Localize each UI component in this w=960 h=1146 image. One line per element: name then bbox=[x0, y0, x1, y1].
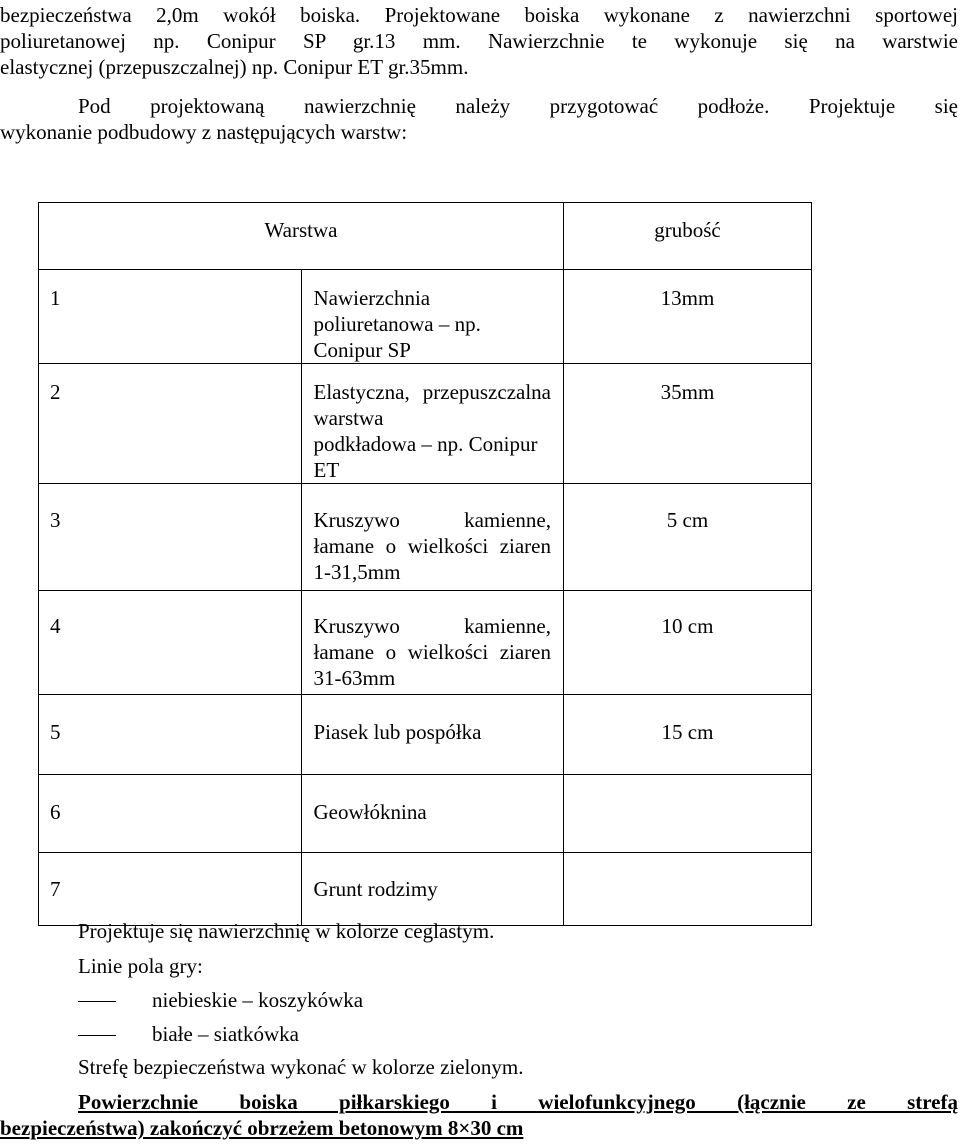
color-line: Projektuje się nawierzchnię w kolorze ceglastym. bbox=[78, 919, 495, 943]
header-thickness: grubość bbox=[654, 218, 721, 242]
table-row bbox=[39, 364, 812, 484]
row-thickness: 15 cm bbox=[661, 720, 714, 744]
row-thickness bbox=[564, 775, 811, 799]
intro-line-4: Pod projektowaną nawierzchnię należy przygotować podłoże. Projektuje się bbox=[78, 94, 958, 118]
intro-paragraph-2 bbox=[0, 93, 958, 145]
line-item bbox=[78, 987, 363, 1013]
dash-bullet-icon bbox=[78, 1035, 116, 1036]
table-header-row bbox=[39, 203, 812, 270]
table-row bbox=[39, 853, 812, 926]
table-row bbox=[39, 695, 812, 775]
lines-heading: Linie pola gry: bbox=[78, 954, 203, 978]
dash-bullet-icon bbox=[78, 1001, 116, 1002]
row-no: 3 bbox=[50, 508, 61, 532]
line-item-text: niebieskie – koszykówka bbox=[152, 988, 364, 1012]
row-name-line-1: Kruszywo kamienne, łamane o wielkości ziaren bbox=[313, 614, 551, 664]
row-name: Nawierzchnia poliuretanowa – np. Conipur SP bbox=[313, 286, 481, 362]
row-no: 4 bbox=[50, 614, 61, 638]
row-name-line-1: Elastyczna, przepuszczalna warstwa bbox=[313, 380, 551, 430]
row-no: 2 bbox=[50, 380, 61, 404]
bold-line-1: Powierzchnie boiska piłkarskiego i wielofunkcyjnego (łącznie ze strefą bbox=[78, 1090, 958, 1114]
row-thickness: 10 cm bbox=[661, 614, 714, 638]
row-no: 1 bbox=[50, 286, 61, 310]
intro-line-1: bezpieczeństwa 2,0m wokół boiska. Projektowane boiska wykonane z nawierzchni sportowej bbox=[0, 3, 958, 27]
bold-paragraph bbox=[0, 1089, 958, 1141]
row-name-line-1: Kruszywo kamienne, łamane o wielkości ziaren bbox=[313, 508, 551, 558]
row-name-line-2: 1-31,5mm bbox=[313, 560, 401, 584]
bold-line-2: bezpieczeństwa) zakończyć obrzeżem betonowym 8×30 cm bbox=[0, 1116, 524, 1140]
row-name-line-2: 31-63mm bbox=[313, 666, 396, 690]
row-thickness: 5 cm bbox=[666, 508, 709, 532]
table-row bbox=[39, 591, 812, 695]
row-name: Grunt rodzimy bbox=[313, 877, 438, 901]
row-name: Piasek lub pospółka bbox=[313, 720, 482, 744]
table-row bbox=[39, 270, 812, 364]
header-layer: Warstwa bbox=[264, 218, 338, 242]
row-thickness: 13mm bbox=[660, 286, 715, 310]
row-name: Geowłóknina bbox=[313, 800, 427, 824]
intro-paragraph bbox=[0, 2, 958, 80]
table-row bbox=[39, 484, 812, 591]
row-thickness bbox=[564, 853, 811, 876]
row-name-line-2: podkładowa – np. Conipur ET bbox=[313, 432, 538, 482]
row-no: 6 bbox=[50, 800, 61, 824]
intro-line-2: poliuretanowej np. Conipur SP gr.13 mm. Nawierzchnie te wykonuje się na warstwie bbox=[0, 29, 958, 53]
layers-table bbox=[38, 202, 812, 926]
safety-zone-line: Strefę bezpieczeństwa wykonać w kolorze zielonym. bbox=[78, 1055, 524, 1079]
line-item bbox=[78, 1021, 299, 1047]
intro-line-3: elastycznej (przepuszczalnej) np. Conipur ET gr.35mm. bbox=[0, 55, 469, 79]
row-no: 7 bbox=[50, 877, 61, 901]
row-thickness: 35mm bbox=[660, 380, 715, 404]
line-item-text: białe – siatkówka bbox=[152, 1022, 299, 1046]
row-no: 5 bbox=[50, 720, 61, 744]
intro-line-5: wykonanie podbudowy z następujących warstw: bbox=[0, 120, 408, 144]
table-row bbox=[39, 775, 812, 853]
